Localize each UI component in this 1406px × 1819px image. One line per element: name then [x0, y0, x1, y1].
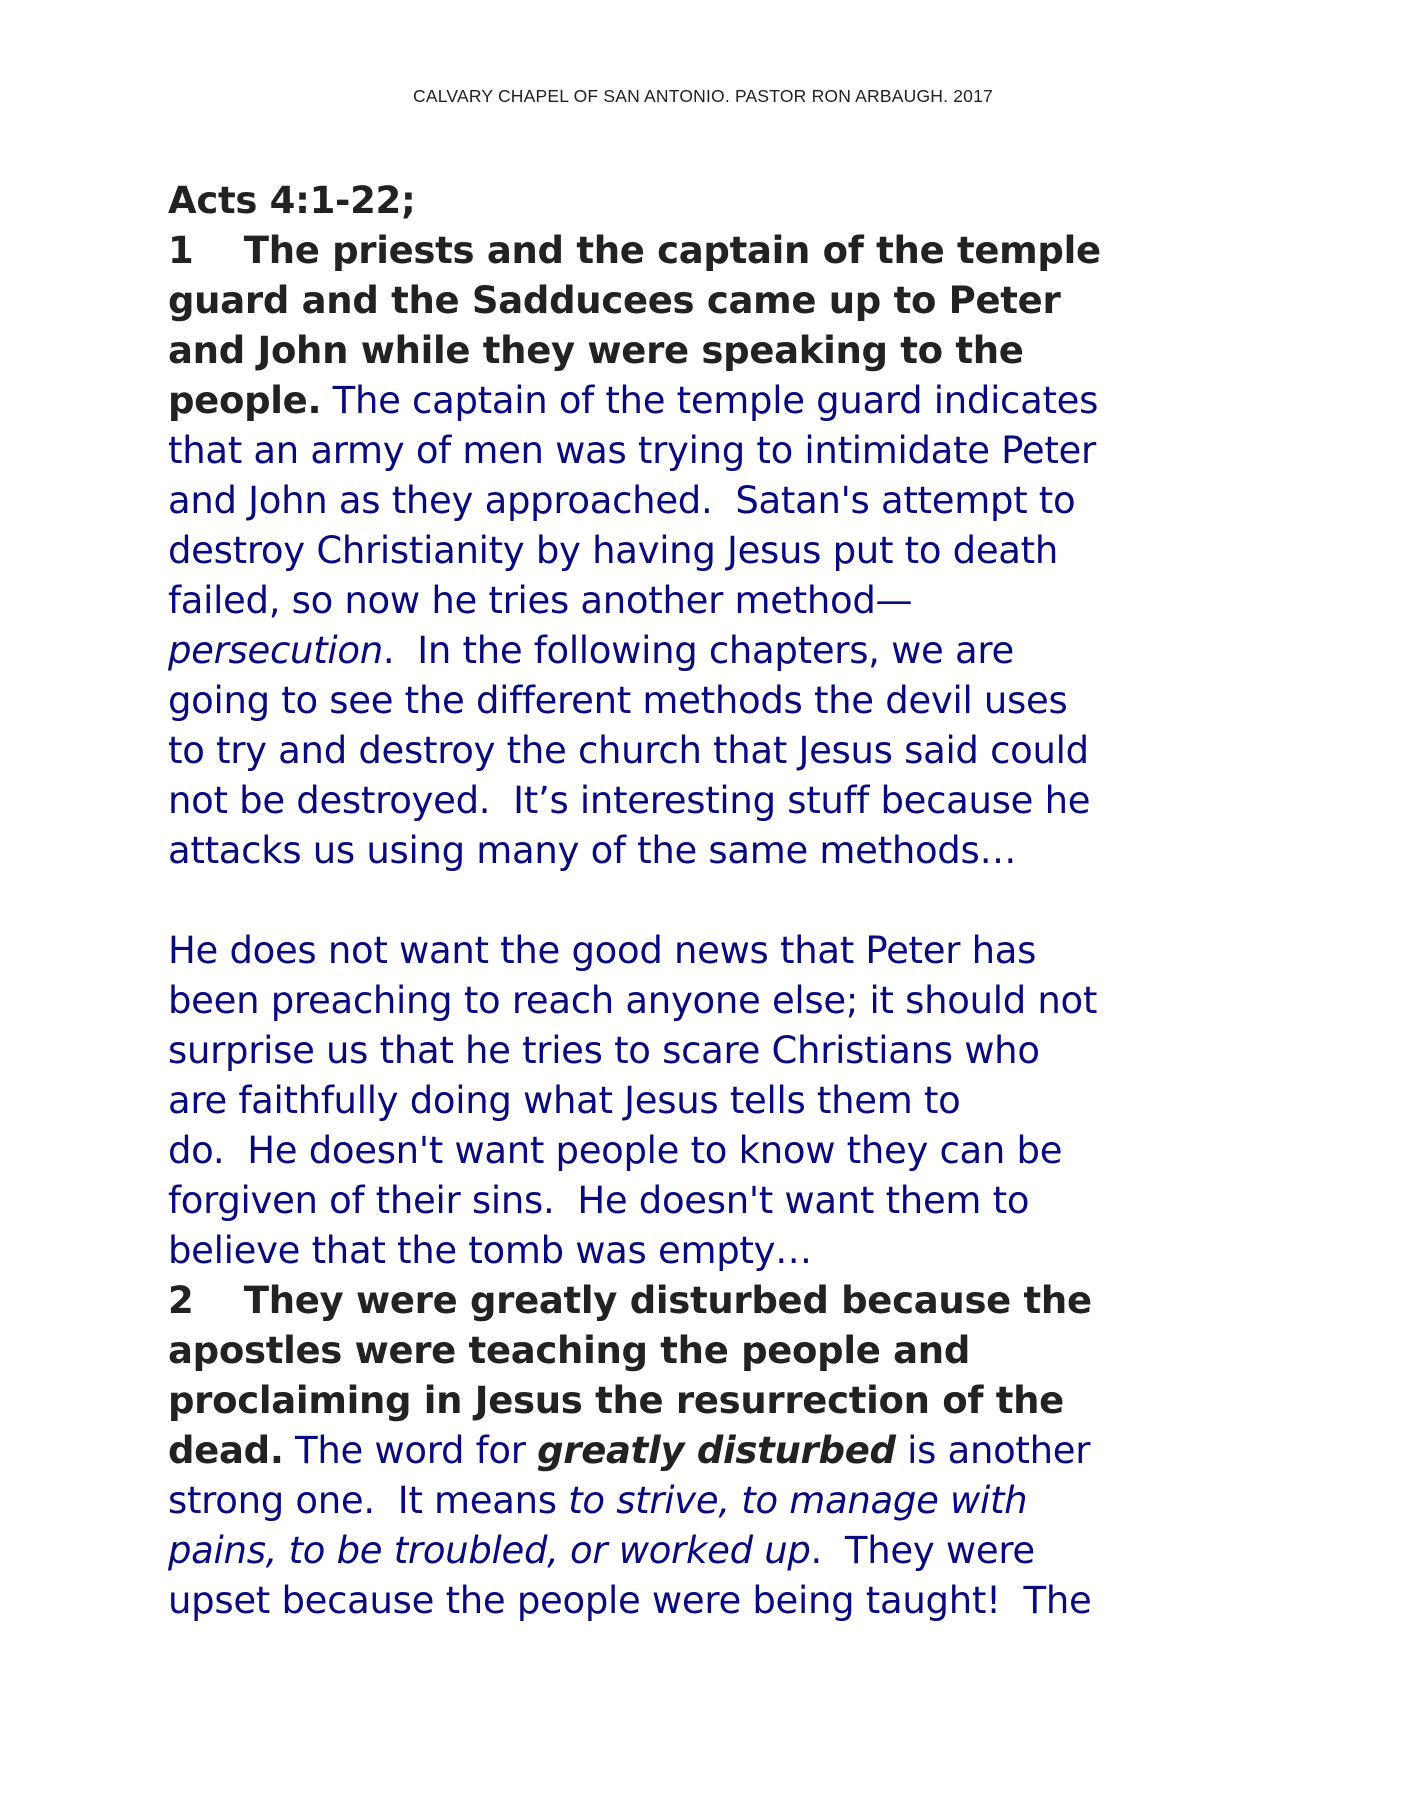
- text-line: [168, 476, 1268, 526]
- scripture-text: apostles were teaching the people and: [168, 1329, 971, 1372]
- commentary-text: The word for: [283, 1429, 538, 1472]
- scripture-text: and John while they were speaking to the: [168, 329, 1024, 372]
- document-body: [168, 176, 1268, 1626]
- text-line: [168, 426, 1268, 476]
- commentary-text: believe that the tomb was empty…: [168, 1229, 812, 1272]
- text-line: [168, 1576, 1268, 1626]
- scripture-text: greatly disturbed: [537, 1429, 896, 1472]
- scripture-text: 2 They were greatly disturbed because the: [168, 1279, 1092, 1322]
- text-line: [168, 1326, 1268, 1376]
- commentary-text: failed, so now he tries another method—: [168, 579, 913, 622]
- commentary-text: to strive, to manage with: [568, 1479, 1028, 1522]
- commentary-text: forgiven of their sins. He doesn't want them to: [168, 1179, 1030, 1222]
- text-line: [168, 576, 1268, 626]
- text-line: [168, 1476, 1268, 1526]
- text-line: [168, 226, 1268, 276]
- blank-line: [168, 876, 1268, 926]
- commentary-text: surprise us that he tries to scare Christians who: [168, 1029, 1040, 1072]
- commentary-text: and John as they approached. Satan's attempt to: [168, 479, 1076, 522]
- commentary-text: been preaching to reach anyone else; it should not: [168, 979, 1098, 1022]
- text-line: [168, 1426, 1268, 1476]
- text-line: [168, 1376, 1268, 1426]
- commentary-text: . In the following chapters, we are: [382, 629, 1014, 672]
- commentary-text: is another: [895, 1429, 1091, 1472]
- scripture-text: people.: [168, 379, 322, 422]
- text-line: [168, 1076, 1268, 1126]
- scripture-text: guard and the Sadducees came up to Peter: [168, 279, 1061, 322]
- text-line: [168, 1126, 1268, 1176]
- scripture-text: 1 The priests and the captain of the temple: [168, 229, 1101, 272]
- text-line: [168, 726, 1268, 776]
- text-line: [168, 526, 1268, 576]
- commentary-text: to try and destroy the church that Jesus said could: [168, 729, 1089, 772]
- text-line: [168, 626, 1268, 676]
- commentary-text: not be destroyed. It’s interesting stuff because he: [168, 779, 1091, 822]
- commentary-text: He does not want the good news that Peter has: [168, 929, 1037, 972]
- commentary-text: pains, to be troubled, or worked up: [168, 1529, 811, 1572]
- text-line: [168, 1276, 1268, 1326]
- text-line: [168, 676, 1268, 726]
- commentary-text: do. He doesn't want people to know they can be: [168, 1129, 1063, 1172]
- commentary-text: persecution: [168, 629, 383, 672]
- text-line: [168, 376, 1268, 426]
- text-line: [168, 326, 1268, 376]
- scripture-text: proclaiming in Jesus the resurrection of the: [168, 1379, 1064, 1422]
- text-line: [168, 826, 1268, 876]
- scripture-text: Acts 4:1-22;: [168, 179, 416, 222]
- text-line: [168, 976, 1268, 1026]
- commentary-text: destroy Christianity by having Jesus put to death: [168, 529, 1059, 572]
- commentary-text: attacks us using many of the same methods…: [168, 829, 1017, 872]
- commentary-text: The captain of the temple guard indicates: [321, 379, 1099, 422]
- text-line: [168, 1026, 1268, 1076]
- text-line: [168, 1226, 1268, 1276]
- text-line: [168, 926, 1268, 976]
- commentary-text: going to see the different methods the devil uses: [168, 679, 1068, 722]
- text-line: [168, 176, 1268, 226]
- text-line: [168, 776, 1268, 826]
- page-header: CALVARY CHAPEL OF SAN ANTONIO. PASTOR RON ARBAUGH. 2017: [413, 86, 993, 106]
- commentary-text: that an army of men was trying to intimidate Peter: [168, 429, 1096, 472]
- text-line: [168, 1526, 1268, 1576]
- scripture-text: dead.: [168, 1429, 284, 1472]
- commentary-text: . They were: [810, 1529, 1035, 1572]
- commentary-text: are faithfully doing what Jesus tells them to: [168, 1079, 961, 1122]
- text-line: [168, 276, 1268, 326]
- commentary-text: upset because the people were being taught! The: [168, 1579, 1092, 1622]
- text-line: [168, 1176, 1268, 1226]
- commentary-text: strong one. It means: [168, 1479, 569, 1522]
